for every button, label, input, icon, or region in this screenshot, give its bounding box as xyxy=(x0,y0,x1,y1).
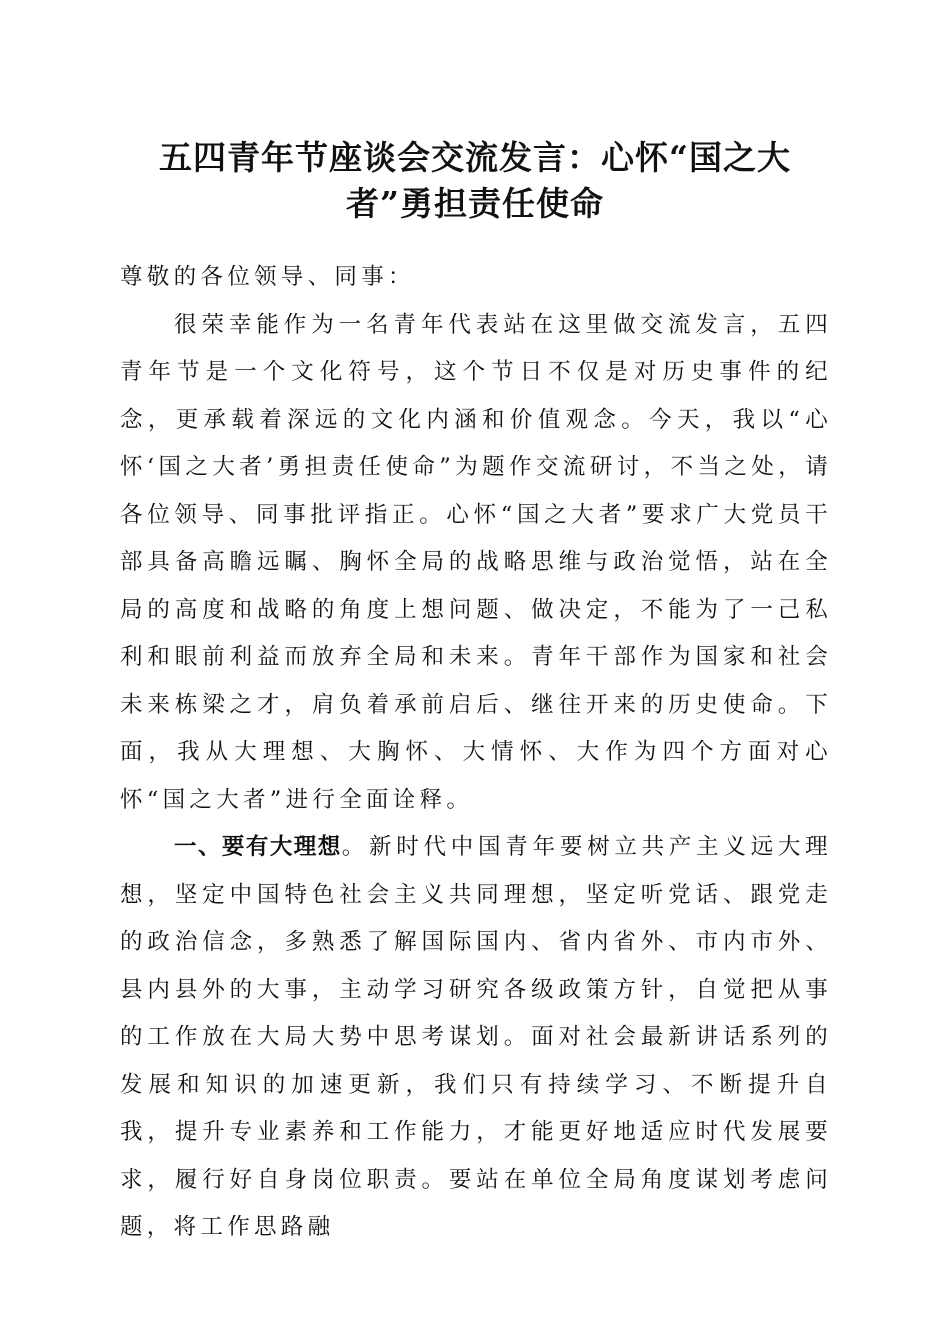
title-line-2: 者”勇担责任使命 xyxy=(346,184,604,223)
title-line-1: 五四青年节座谈会交流发言：心怀“国之大 xyxy=(159,138,791,177)
document-body xyxy=(120,254,832,1252)
section-1-text: 。新时代中国青年要树立共产主义远大理想，坚定中国特色社会主义共同理想，坚定听党话、跟党走的政治信念，多熟悉了解国际国内、省内省外、市内市外、县内县外的大事，主动学习研究各级政策方针，自觉把从事的工作放在大局大势中思考谋划。面对社会最新讲话系列的发展和知识的加速更新，我们只有持续学习、不断提升自我，提升专业素养和工作能力，才能更好地适应时代发展要求，履行好自身岗位职责。要站在单位全局角度谋划考虑问题，将工作思路融 xyxy=(120,834,832,1240)
intro-paragraph: 很荣幸能作为一名青年代表站在这里做交流发言，五四青年节是一个文化符号，这个节日不仅是对历史事件的纪念，更承载着深远的文化内涵和价值观念。今天，我以“心怀‘国之大者’勇担责任使命”为题作交流研讨，不当之处，请各位领导、同事批评指正。心怀“国之大者”要求广大党员干部具备高瞻远瞩、胸怀全局的战略思维与政治觉悟，站在全局的高度和战略的角度上想问题、做决定，不能为了一己私利和眼前利益而放弃全局和未来。青年干部作为国家和社会未来栋梁之才，肩负着承前启后、继往开来的历史使命。下面，我从大理想、大胸怀、大情怀、大作为四个方面对心怀“国之大者”进行全面诠释。 xyxy=(120,311,832,813)
document-title xyxy=(120,135,830,227)
salutation: 尊敬的各位领导、同事： xyxy=(120,264,415,290)
section-1-heading: 一、要有大理想 xyxy=(174,834,342,860)
section-1-paragraph xyxy=(120,824,832,1252)
